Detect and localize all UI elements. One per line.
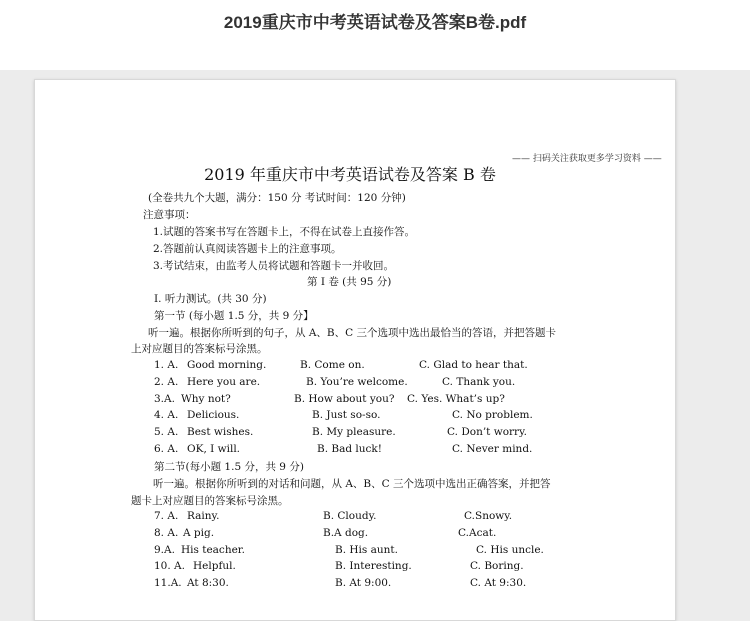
option-b: B.A dog. [323, 527, 369, 539]
option-c: C. Yes. What’s up? [407, 393, 505, 405]
option-c: C. His uncle. [476, 544, 544, 556]
question-number: 9.A. [154, 544, 175, 556]
section-heading: 第一节 (每小题 1.5 分，共 9 分】 [154, 310, 314, 322]
question-number: 10. A. [154, 560, 185, 572]
option-b: B. Bad luck! [317, 443, 383, 455]
option-b: B. My pleasure. [312, 426, 396, 438]
question-number: 8. A. [154, 527, 179, 539]
option-b: B. You’re welcome. [306, 376, 408, 388]
option-a: Why not? [181, 393, 231, 405]
option-c: C. Never mind. [452, 443, 533, 455]
option-b: B. At 9:00. [335, 577, 392, 589]
option-c: C. Don’t worry. [447, 426, 527, 438]
option-a: Best wishes. [187, 426, 254, 438]
notice-item: 2.答题前认真阅读答题卡上的注意事项。 [153, 243, 342, 255]
section-heading: 第二节(每小题 1.5 分，共 9 分) [154, 461, 304, 473]
section-instruction: 听一遍。根据你所听到的对话和问题，从 A、B、C 三个选项中选出正确答案，并把答 [153, 478, 551, 490]
option-c: C.Acat. [458, 527, 497, 539]
notice-heading: 注意事项： [143, 209, 196, 221]
option-c: C. Boring. [470, 560, 524, 572]
notice-item: 1.试题的答案书写在答题卡上，不得在试卷上直接作答。 [153, 226, 416, 238]
watermark: —— 扫码关注获取更多学习资料 —— [512, 154, 662, 164]
option-b: B. Interesting. [335, 560, 412, 572]
file-title: 2019重庆市中考英语试卷及答案B卷.pdf [223, 13, 527, 32]
option-a: Here you are. [187, 376, 261, 388]
viewer-title-bar [0, 0, 750, 70]
option-c: C. Glad to hear that. [419, 359, 528, 371]
volume-heading: 第 I 卷 (共 95 分) [307, 276, 392, 288]
option-c: C.Snowy. [464, 510, 513, 522]
question-number: 1. A. [154, 359, 179, 371]
exam-title: 2019 年重庆市中考英语试卷及答案 B 卷 [204, 165, 496, 184]
question-number: 4. A. [154, 409, 179, 421]
question-number: 7. A. [154, 510, 179, 522]
section-instruction: 上对应题目的答案标号涂黑。 [131, 343, 268, 355]
option-a: Delicious. [187, 409, 240, 421]
option-c: C. No problem. [452, 409, 533, 421]
option-a: OK, I will. [187, 443, 241, 455]
option-b: B. Come on. [300, 359, 365, 371]
question-number: 6. A. [154, 443, 179, 455]
question-number: 2. A. [154, 376, 179, 388]
question-number: 5. A. [154, 426, 179, 438]
option-a: Helpful. [193, 560, 236, 572]
question-number: 11.A. [154, 577, 182, 589]
option-b: B. How about you? [294, 393, 395, 405]
option-a: A pig. [183, 527, 215, 539]
option-c: C. Thank you. [442, 376, 516, 388]
part-heading: I. 听力测试。(共 30 分) [154, 293, 267, 305]
option-a: Rainy. [187, 510, 220, 522]
option-a: Good morning. [187, 359, 267, 371]
option-b: B. Just so-so. [312, 409, 381, 421]
option-b: B. His aunt. [335, 544, 398, 556]
option-b: B. Cloudy. [323, 510, 377, 522]
notice-item: 3.考试结束，由监考人员将试题和答题卡一并收回。 [153, 260, 395, 272]
section-instruction: 题卡上对应题目的答案标号涂黑。 [131, 495, 289, 507]
section-instruction: 听一遍。根据你所听到的句子，从 A、B、C 三个选项中选出最恰当的答语，并把答题卡 [148, 327, 557, 339]
option-a: His teacher. [181, 544, 245, 556]
option-c: C. At 9:30. [470, 577, 527, 589]
option-a: At 8:30. [187, 577, 229, 589]
exam-info: (全卷共九个大题，满分：150 分 考试时间：120 分钟) [148, 192, 406, 204]
question-number: 3.A. [154, 393, 175, 405]
